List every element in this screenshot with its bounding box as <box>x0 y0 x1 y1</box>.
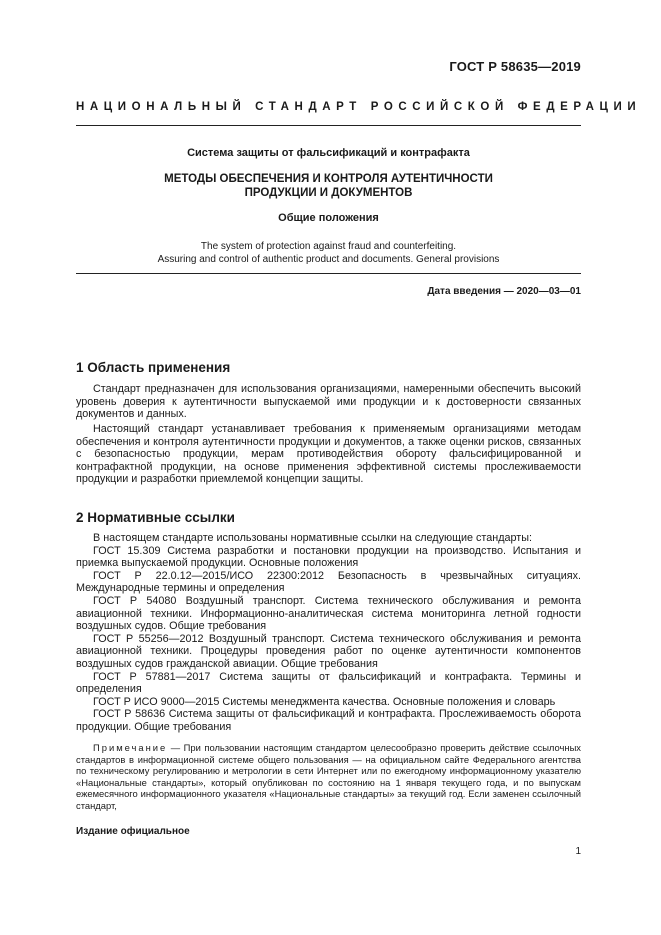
reference-item: ГОСТ Р 54080 Воздушный транспорт. Система технического обслуживания и ремонта авиационной техники. Информационно-аналитическая система мониторинга летной годности воздушных судов. Общие требования <box>76 594 581 633</box>
reference-item: ГОСТ Р 58636 Система защиты от фальсификаций и контрафакта. Прослеживаемость оборота продукции. Общие требования <box>76 708 581 733</box>
general-provisions-label: Общие положения <box>278 212 379 224</box>
reference-item: ГОСТ 15.309 Система разработки и постановки продукции на производство. Испытания и приемка выпускаемой продукции. Основные положения <box>76 544 581 570</box>
bottom-rule <box>76 273 581 274</box>
standard-title <box>76 172 581 200</box>
english-title-line2: Assuring and control of authentic product and documents. General provisions <box>157 253 500 265</box>
note-text: — При пользовании настоящим стандартом целесообразно проверить действие ссылочных стандартов в информационной системе общего пользования — на официальном сайте Федерального агентства по техническому регулированию и метрологии в сети Интернет или по ежегодному информационному указателю «Национальные стандарты», который опубликован по состоянию на 1 января текущего года, и по выпускам ежемесячного информационного указателя «Национальные стандарты» за текущий год. Если заменен ссылочный стандарт, <box>76 742 581 811</box>
note-label: Примечание <box>93 742 168 753</box>
gost-number: ГОСТ Р 58635—2019 <box>449 59 581 74</box>
reference-item: ГОСТ Р ИСО 9000—2015 Системы менеджмента качества. Основные положения и словарь <box>93 695 556 708</box>
english-title <box>76 241 581 266</box>
section-1-paragraph-1: Стандарт предназначен для использования организациями, намеренными обеспечить высокий уровень доверия к аутентичности выпускаемой ими продукции и к достоверности связанных документов и данных. <box>76 383 581 421</box>
section-2-heading: 2 Нормативные ссылки <box>76 510 235 525</box>
page-number: 1 <box>575 846 581 857</box>
introduction-date: Дата введения — 2020—03—01 <box>427 286 581 297</box>
references-intro: В настоящем стандарте использованы нормативные ссылки на следующие стандарты: <box>93 532 532 544</box>
national-standard-banner: НАЦИОНАЛЬНЫЙ СТАНДАРТ РОССИЙСКОЙ ФЕДЕРАЦИИ <box>76 101 642 113</box>
reference-item: ГОСТ Р 55256—2012 Воздушный транспорт. Система технического обслуживания и ремонта авиационной техники. Процедуры проведения работ по оценке аутентичности компонентов воздушных судов гражданской авиации. Общие требования <box>76 632 581 670</box>
section-1-heading: 1 Область применения <box>76 360 231 375</box>
section-1-paragraph-2: Настоящий стандарт устанавливает требования к применяемым организациями методам обеспечения и контроля аутентичности продукции и документов, а также оценки рисков, связанных с безопасностью продукции, мерам противодействия обороту фальсифицированной и контрафактной продукции, на основе применения эффективной системы прослеживаемости продукции и разработки приемлемой концепции защиты. <box>76 423 581 486</box>
official-edition-label: Издание официальное <box>76 826 190 837</box>
reference-item: ГОСТ Р 57881—2017 Система защиты от фальсификаций и контрафакта. Термины и определения <box>76 670 581 696</box>
note-paragraph <box>76 742 581 812</box>
standard-title-line2: ПРОДУКЦИИ И ДОКУМЕНТОВ <box>244 187 413 199</box>
standard-subtitle: Система защиты от фальсификаций и контрафакта <box>187 147 470 159</box>
english-title-line1: The system of protection against fraud and counterfeiting. <box>200 241 457 252</box>
reference-item: ГОСТ Р 22.0.12—2015/ИСО 22300:2012 Безопасность в чрезвычайных ситуациях. Международные термины и определения <box>76 569 581 595</box>
normative-references <box>76 532 581 734</box>
top-rule <box>76 125 581 126</box>
standard-title-line1: МЕТОДЫ ОБЕСПЕЧЕНИЯ И КОНТРОЛЯ АУТЕНТИЧНОСТИ <box>164 173 493 185</box>
